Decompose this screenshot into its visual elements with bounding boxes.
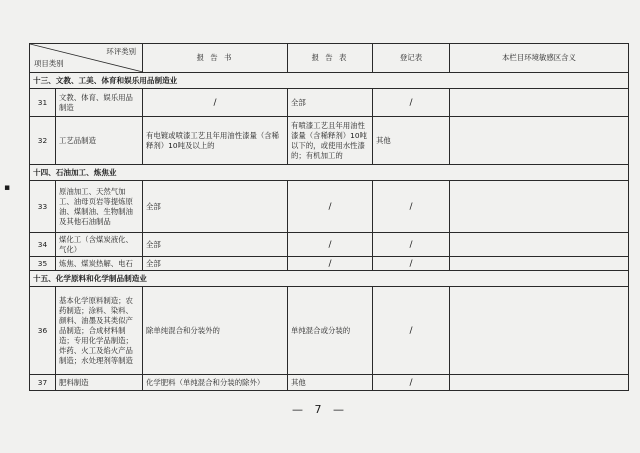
registration-cell: / (373, 287, 450, 375)
project-category: 基本化学原料制造；农药制造；涂料、染料、颜料、油墨及其类似产品制造；合成材料制造；专用化学品制造；炸药、火工及焰火产品制造；水处理剂等制造 (56, 287, 143, 375)
project-category: 肥料制造 (56, 375, 143, 391)
table-row (30, 89, 629, 117)
registration-cell: 其他 (373, 117, 450, 165)
registration-cell: / (373, 375, 450, 391)
corner-header-cell (30, 44, 143, 73)
table-row (30, 257, 629, 271)
sensitive-area-cell (450, 117, 629, 165)
row-number: 34 (30, 233, 56, 257)
project-category: 炼焦、煤炭热解、电石 (56, 257, 143, 271)
report-book-cell: 化学肥料（单纯混合和分装的除外） (143, 375, 288, 391)
row-number: 31 (30, 89, 56, 117)
table-row (30, 181, 629, 233)
row-number: 37 (30, 375, 56, 391)
report-book-cell: 除单纯混合和分装外的 (143, 287, 288, 375)
report-table-cell: 单纯混合或分装的 (288, 287, 373, 375)
report-table-cell: / (288, 233, 373, 257)
table-row (30, 233, 629, 257)
registration-cell: / (373, 181, 450, 233)
classification-table (29, 43, 629, 391)
report-table-cell: / (288, 181, 373, 233)
section-row-14 (30, 165, 629, 181)
row-number: 36 (30, 287, 56, 375)
row-number: 33 (30, 181, 56, 233)
report-table-cell: 有喷漆工艺且年用油性漆量（含稀释剂）10吨以下的，或使用水性漆的；有机加工的 (288, 117, 373, 165)
col-header-registration: 登记表 (373, 44, 450, 73)
report-table-cell: / (288, 257, 373, 271)
corner-top-label: 环评类别 (106, 47, 136, 56)
report-book-cell: 有电镀或喷漆工艺且年用油性漆量（含稀释剂）10吨及以上的 (143, 117, 288, 165)
col-header-report-book: 报 告 书 (143, 44, 288, 73)
table-row (30, 375, 629, 391)
table-row (30, 117, 629, 165)
report-table-cell: 其他 (288, 375, 373, 391)
report-book-cell: 全部 (143, 181, 288, 233)
report-book-cell: 全部 (143, 233, 288, 257)
sensitive-area-cell (450, 257, 629, 271)
section-title: 十五、化学原料和化学制品制造业 (30, 271, 629, 287)
sensitive-area-cell (450, 181, 629, 233)
sensitive-area-cell (450, 89, 629, 117)
row-number: 35 (30, 257, 56, 271)
section-title: 十三、文教、工美、体育和娱乐用品制造业 (30, 73, 629, 89)
header-row (30, 44, 629, 73)
project-category: 工艺品制造 (56, 117, 143, 165)
report-book-cell: / (143, 89, 288, 117)
col-header-report-table: 报 告 表 (288, 44, 373, 73)
project-category: 原油加工、天然气加工、油母页岩等提炼原油、煤制油、生物制油及其他石油制品 (56, 181, 143, 233)
page-number: — 7 — (292, 403, 348, 416)
sensitive-area-cell (450, 233, 629, 257)
sensitive-area-cell (450, 375, 629, 391)
registration-cell: / (373, 89, 450, 117)
corner-bottom-label: 项目类别 (34, 59, 64, 68)
section-row-13 (30, 73, 629, 89)
report-table-cell: 全部 (288, 89, 373, 117)
registration-cell: / (373, 233, 450, 257)
project-category: 文教、体育、娱乐用品制造 (56, 89, 143, 117)
sensitive-area-cell (450, 287, 629, 375)
row-number: 32 (30, 117, 56, 165)
table-row (30, 287, 629, 375)
project-category: 煤化工（含煤炭液化、气化） (56, 233, 143, 257)
section-title: 十四、石油加工、炼焦业 (30, 165, 629, 181)
section-row-15 (30, 271, 629, 287)
registration-cell: / (373, 257, 450, 271)
margin-mark: ▪ (4, 183, 11, 193)
report-book-cell: 全部 (143, 257, 288, 271)
col-header-sensitive-area: 本栏目环境敏感区含义 (450, 44, 629, 73)
